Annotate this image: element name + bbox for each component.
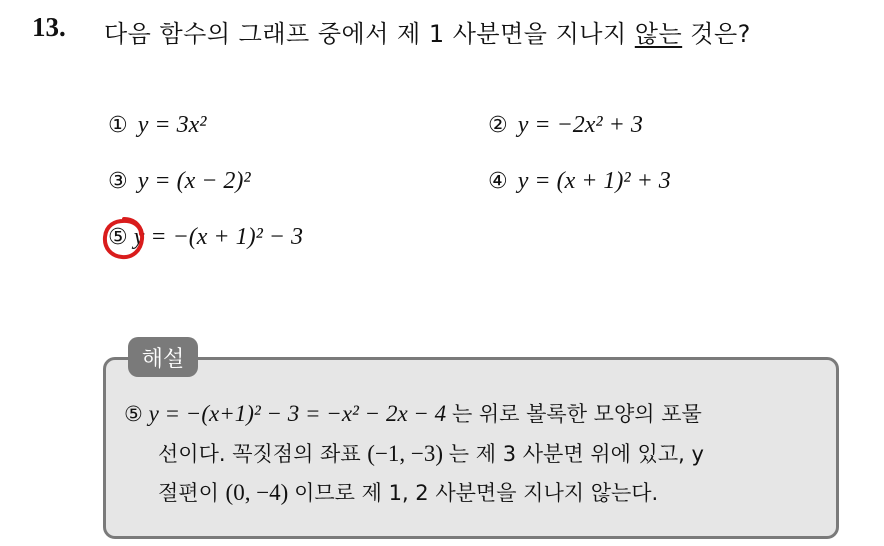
solution-text-1: 는 위로 볼록한 모양의 포물 — [451, 402, 702, 426]
solution-eq-2: (−1, −3) — [367, 441, 449, 466]
choice-1-mark: ① — [108, 113, 128, 138]
solution-line-1 — [124, 398, 702, 428]
choice-4[interactable] — [488, 168, 671, 195]
solution-mark: ⑤ — [124, 402, 143, 426]
choice-5-mark: ⑤ — [108, 225, 128, 250]
question-text-before: 다음 함수의 그래프 중에서 제 1 사분면을 지나지 — [104, 20, 635, 48]
choice-1-equation: y = 3x² — [137, 112, 207, 138]
choice-1[interactable] — [108, 112, 206, 139]
answer-circle-icon — [100, 214, 148, 262]
solution-eq-3: (0, −4) — [225, 480, 295, 505]
choice-4-mark: ④ — [488, 169, 508, 194]
solution-eq-1: y = −(x+1)² − 3 = −x² − 2x − 4 — [142, 401, 452, 426]
question-text-after: 것은? — [682, 20, 751, 48]
choice-3-equation: y = (x − 2)² — [137, 168, 251, 194]
choice-5-equation: y = −(x + 1)² − 3 — [133, 224, 303, 250]
question-text — [104, 14, 751, 49]
choice-2-equation: y = −2x² + 3 — [517, 112, 643, 138]
choice-2-mark: ② — [488, 113, 508, 138]
solution-text-3a: 절편이 — [158, 481, 226, 505]
choice-3[interactable] — [108, 168, 251, 195]
solution-line-3 — [158, 477, 658, 507]
solution-line-2 — [158, 438, 704, 468]
choice-4-equation: y = (x + 1)² + 3 — [517, 168, 671, 194]
solution-tab-label: 해설 — [128, 337, 198, 377]
question-number: 13. — [32, 12, 66, 42]
solution-text-2a: 선이다. 꼭짓점의 좌표 — [158, 442, 368, 466]
choice-3-mark: ③ — [108, 169, 128, 194]
solution-text-2b: 는 제 3 사분면 위에 있고, y — [448, 442, 704, 466]
question-text-underlined: 않는 — [634, 20, 683, 48]
solution-text-3b: 이므로 제 1, 2 사분면을 지나지 않는다. — [294, 481, 659, 505]
choice-2[interactable] — [488, 112, 643, 139]
